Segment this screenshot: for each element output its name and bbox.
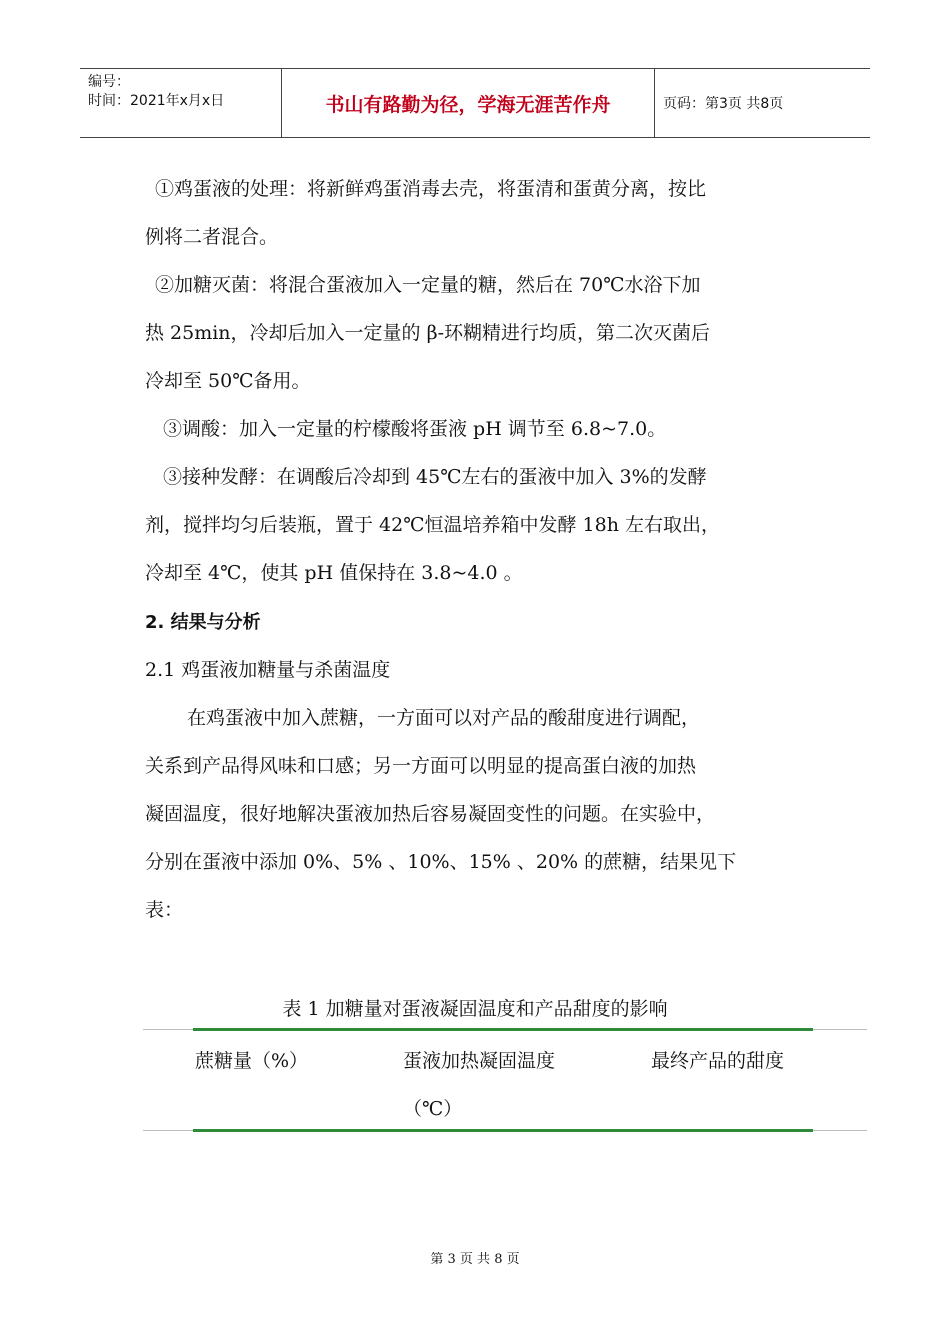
body-line: 例将二者混合。 bbox=[145, 226, 279, 248]
table-header-coagulation-temp: 蛋液加热凝固温度 bbox=[403, 1050, 556, 1072]
subsection-heading: 2.1 鸡蛋液加糖量与杀菌温度 bbox=[145, 659, 391, 681]
body-line: 冷却至 50℃备用。 bbox=[145, 370, 311, 392]
table-bottom-rule-accent bbox=[193, 1129, 813, 1132]
table-caption: 表 1 加糖量对蛋液凝固温度和产品甜度的影响 bbox=[282, 998, 668, 1020]
page-header bbox=[80, 68, 870, 138]
table-top-rule-accent bbox=[193, 1028, 813, 1031]
table-header-unit: （℃） bbox=[403, 1098, 463, 1120]
table-header-sugar: 蔗糖量（%） bbox=[195, 1050, 309, 1072]
document-date: 时间：2021年x月x日 bbox=[88, 93, 225, 109]
header-meta bbox=[80, 69, 282, 137]
body-line: ②加糖灭菌：将混合蛋液加入一定量的糖，然后在 70℃水浴下加 bbox=[155, 274, 701, 296]
table-header-sweetness: 最终产品的甜度 bbox=[651, 1050, 785, 1072]
paragraph-line: 在鸡蛋液中加入蔗糖，一方面可以对产品的酸甜度进行调配， bbox=[187, 707, 701, 729]
body-line: 剂，搅拌均匀后装瓶，置于 42℃恒温培养箱中发酵 18h 左右取出， bbox=[145, 514, 720, 536]
paragraph-line: 凝固温度，很好地解决蛋液加热后容易凝固变性的问题。在实验中， bbox=[145, 803, 716, 825]
paragraph-line: 关系到产品得风味和口感；另一方面可以明显的提高蛋白液的加热 bbox=[145, 755, 697, 777]
header-motto: 书山有路勤为径，学海无涯苦作舟 bbox=[282, 69, 655, 137]
body-line: ③接种发酵：在调酸后冷却到 45℃左右的蛋液中加入 3%的发酵 bbox=[163, 466, 707, 488]
header-page-code: 页码：第3页 共8页 bbox=[663, 96, 784, 112]
page-footer: 第 3 页 共 8 页 bbox=[430, 1252, 520, 1267]
paragraph-line: 分别在蛋液中添加 0%、5% 、10%、15% 、20% 的蔗糖，结果见下 bbox=[145, 851, 737, 873]
body-line: ①鸡蛋液的处理：将新鲜鸡蛋消毒去壳，将蛋清和蛋黄分离，按比 bbox=[155, 178, 707, 200]
body-line: 热 25min，冷却后加入一定量的 β-环糊精进行均质，第二次灭菌后 bbox=[145, 322, 710, 344]
document-number-label: 编号： bbox=[88, 74, 130, 90]
section-heading: 2. 结果与分析 bbox=[145, 612, 261, 633]
paragraph-line: 表： bbox=[145, 899, 184, 921]
body-line: ③调酸：加入一定量的柠檬酸将蛋液 pH 调节至 6.8~7.0。 bbox=[163, 418, 667, 440]
body-line: 冷却至 4℃，使其 pH 值保持在 3.8~4.0 。 bbox=[145, 562, 523, 584]
